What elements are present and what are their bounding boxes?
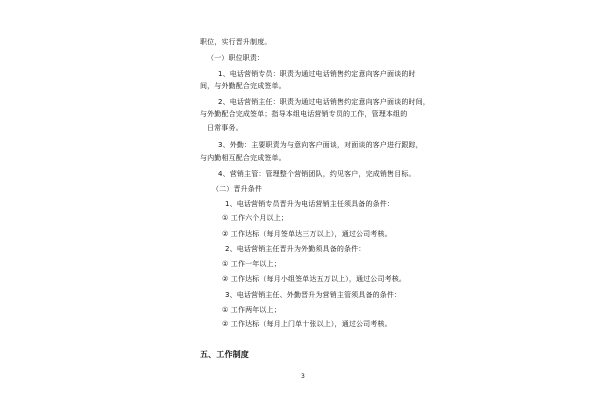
text-line: 1、电话营销专员：职责为通过电话销售约定意向客户面谈的时 bbox=[218, 70, 416, 78]
text-line: 3、电话营销主任、外勤晋升为营销主管须具备的条件： bbox=[225, 291, 402, 299]
text-line: 与内勤相互配合完成签单。 bbox=[200, 154, 286, 162]
page-number: 3 bbox=[301, 373, 305, 380]
list-item: ① 工作六个月以上； bbox=[222, 214, 289, 222]
section-heading: 五、工作制度 bbox=[200, 350, 249, 359]
text-line: 间，与外勤配合完成签单。 bbox=[200, 82, 286, 90]
list-item: ② 工作达标（每月小组签单达五万以上），通过公司考核。 bbox=[222, 275, 407, 283]
text-line: 1、电话营销专员晋升为电话营销主任须具备的条件： bbox=[225, 200, 395, 208]
list-item: ① 工作两年以上； bbox=[222, 306, 281, 314]
text-line: 日常事务。 bbox=[207, 124, 243, 132]
list-item: ② 工作达标（每月上门单十张以上），通过公司考核。 bbox=[222, 320, 392, 328]
subsection-heading: （二）晋升条件 bbox=[212, 185, 263, 193]
text-line: 2、电话营销主任：职责为通过电话销售约定意向客户面谈的时间， bbox=[218, 98, 430, 106]
list-item: ② 工作达标（每月签单达三万以上），通过公司考核。 bbox=[222, 230, 392, 238]
text-line: 4、营销主管：管理整个营销团队，约见客户，完成销售目标。 bbox=[218, 170, 416, 178]
list-item: ① 工作一年以上； bbox=[222, 260, 281, 268]
text-line: 3、外勤：主要职责为与意向客户面谈，对面谈的客户进行跟踪， bbox=[218, 141, 423, 149]
text-line: 与外勤配合完成签单；指导本组电话营销专员的工作，管理本组的 bbox=[200, 110, 408, 118]
text-line: 职位，实行晋升制度。 bbox=[200, 38, 272, 46]
subsection-heading: （一）职位职责： bbox=[207, 54, 265, 62]
text-line: 2、电话营销主任晋升为外勤须具备的条件： bbox=[225, 245, 366, 253]
